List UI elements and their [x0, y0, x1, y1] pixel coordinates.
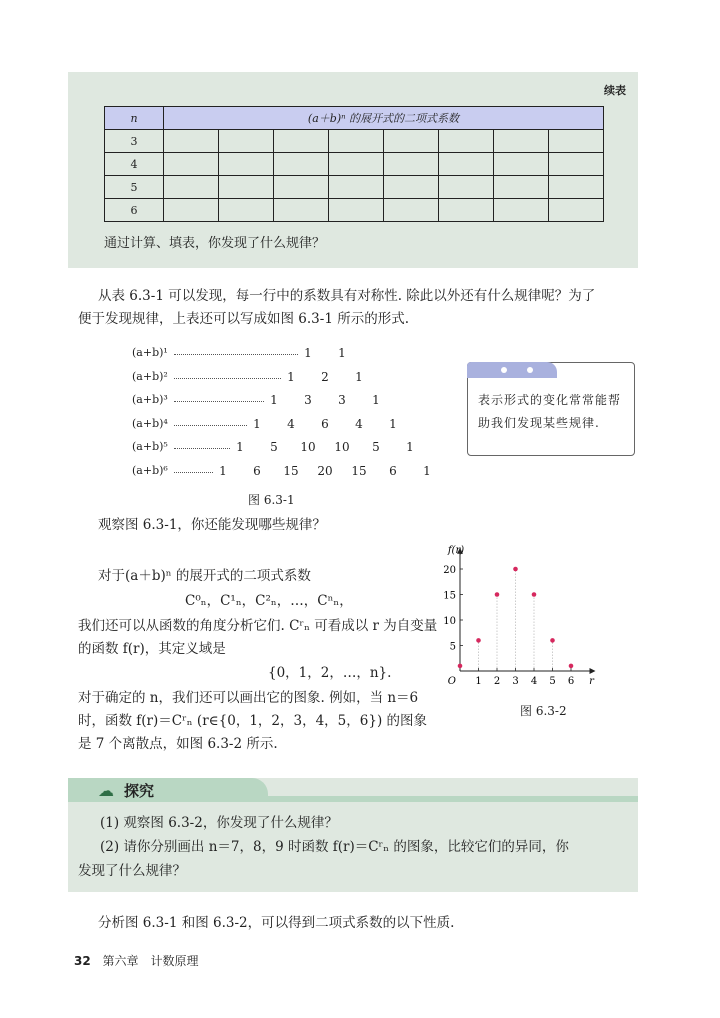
pascal-value: 15: [351, 463, 367, 478]
page-number: 32: [74, 954, 91, 968]
pascal-value: 1: [338, 346, 346, 360]
pascal-value: 3: [338, 393, 346, 407]
continued-table-box: [68, 72, 638, 268]
pascal-leader-dots: [174, 472, 213, 473]
pascal-value: 20: [317, 463, 333, 478]
y-tick-label: 10: [443, 616, 456, 627]
pascal-value: 2: [321, 369, 329, 384]
pascal-value: 10: [334, 440, 350, 454]
pascal-value: 4: [287, 416, 295, 431]
header-n: n: [105, 107, 164, 130]
table-row: [105, 153, 604, 176]
x-axis-label: r: [589, 676, 594, 687]
pascal-value: 5: [372, 440, 380, 454]
paragraph-2-d: {0，1，2，…，n}.: [268, 665, 392, 681]
pascal-value: 6: [389, 463, 397, 478]
explore-question-1: (1) 观察图 6.3-2，你发现了什么规律？: [100, 815, 338, 831]
x-tick-label: 5: [549, 676, 556, 687]
paragraph-1-line-2: 便于发现规律，上表还可以写成如图 6.3-1 所示的形式.: [78, 311, 409, 327]
pascal-value: 1: [287, 369, 295, 384]
x-axis-arrow-icon: [590, 668, 596, 674]
table-row: [105, 176, 604, 199]
explore-box: [68, 778, 638, 892]
pascal-value: 1: [253, 416, 261, 431]
pascal-value: 1: [355, 369, 363, 384]
data-point: [458, 664, 463, 669]
x-tick-label: 2: [493, 676, 501, 687]
note-tab: [467, 362, 557, 378]
data-point: [476, 638, 481, 643]
x-tick-label: 4: [530, 676, 538, 687]
y-axis-label: f(r): [447, 545, 465, 556]
table-question: 通过计算、填表，你发现了什么规律？: [104, 236, 326, 251]
row-n: 3: [105, 130, 164, 153]
pascal-value: 1: [406, 440, 414, 454]
data-point: [495, 592, 500, 597]
pascal-row-label: (a+b)²: [132, 369, 168, 383]
page-footer: [74, 952, 199, 969]
header-coefficients: (a＋b)ⁿ 的展开式的二项式系数: [164, 107, 604, 130]
analysis-paragraph: 分析图 6.3-1 和图 6.3-2，可以得到二项式系数的以下性质.: [98, 915, 455, 931]
pascal-value: 10: [300, 440, 316, 454]
pascal-row-label: (a+b)⁶: [132, 463, 168, 477]
y-tick-label: 15: [443, 590, 456, 602]
row-n: 4: [105, 153, 164, 176]
y-tick-label: 20: [443, 565, 456, 576]
pascal-value: 6: [321, 416, 329, 431]
x-tick-label: 3: [512, 676, 519, 687]
data-point: [569, 664, 574, 669]
figure-2-caption: 图 6.3-2: [520, 704, 567, 718]
pascal-value: 1: [270, 393, 278, 407]
pascal-row-label: (a+b)⁴: [132, 416, 168, 430]
pascal-value: 1: [236, 440, 244, 454]
row-n: 5: [105, 176, 164, 199]
pascal-leader-dots: [174, 378, 281, 379]
pascal-value: 4: [355, 416, 363, 431]
note-text: 表示形式的变化常常能帮助我们发现某些规律.: [478, 393, 622, 430]
side-note: [467, 362, 635, 456]
y-tick-label: 5: [449, 641, 456, 653]
pascal-value: 3: [304, 393, 312, 407]
pascal-value: 1: [219, 463, 227, 478]
explore-title: 探究: [124, 782, 155, 800]
origin-label: O: [447, 676, 456, 687]
scatter-chart: [443, 540, 635, 690]
data-point: [550, 638, 555, 643]
pascal-value: 5: [270, 440, 278, 454]
paragraph-2-a: 对于(a＋b)ⁿ 的展开式的二项式系数: [98, 568, 311, 584]
x-tick-label: 6: [567, 676, 575, 687]
data-point: [532, 592, 537, 597]
continued-label: 续表: [604, 84, 626, 97]
pascal-value: 1: [423, 463, 431, 478]
pascal-row-label: (a+b)⁵: [132, 440, 168, 453]
chapter-title: 第六章 计数原理: [102, 954, 199, 968]
pascal-leader-dots: [174, 425, 247, 426]
explore-header-line: [258, 796, 638, 802]
observe-question: 观察图 6.3-1，你还能发现哪些规律？: [98, 517, 326, 533]
paragraph-2-b: C⁰ₙ，C¹ₙ，C²ₙ，…，Cⁿₙ，: [185, 593, 353, 609]
explore-question-2-cont: 发现了什么规律？: [78, 863, 186, 879]
paragraph-2-e: 对于确定的 n，我们还可以画出它的图象. 例如，当 n＝6 时，函数 f(r)＝Cʳₙ (r∈{0，1，2，3，4，5，6}) 的图象是 7 个离散点，如图 6.3-2 所示.: [78, 690, 427, 752]
note-dot-icon: [501, 367, 507, 373]
x-tick-label: 1: [475, 676, 482, 687]
pascal-leader-dots: [174, 401, 264, 402]
pascal-leader-dots: [174, 448, 230, 449]
paragraph-1-line-1: 从表 6.3-1 可以发现，每一行中的系数具有对称性. 除此以外还有什么规律呢？为了: [98, 288, 596, 304]
pascal-value: 15: [283, 463, 299, 478]
pascal-row-label: (a+b)³: [132, 393, 168, 406]
pascal-value: 1: [372, 393, 380, 407]
table-row: [105, 130, 604, 153]
pascal-value: 1: [304, 346, 312, 360]
coefficient-table: [104, 106, 604, 222]
explore-header: [68, 778, 268, 802]
note-dot-icon: [527, 367, 533, 373]
explore-question-2: (2) 请你分别画出 n＝7，8，9 时函数 f(r)＝Cʳₙ 的图象，比较它们的异同，你: [100, 839, 569, 855]
pascal-row-label: (a+b)¹: [132, 346, 168, 359]
table-row: [105, 199, 604, 222]
figure-1-caption: 图 6.3-1: [248, 493, 295, 507]
paragraph-2-c: 我们还可以从函数的角度分析它们. Cʳₙ 可看成以 r 为自变量的函数 f(r)，其定义域是: [78, 618, 438, 657]
pascal-value: 1: [389, 416, 397, 431]
data-point: [513, 567, 518, 572]
pascal-leader-dots: [174, 354, 298, 355]
row-n: 6: [105, 199, 164, 222]
explore-icon: ☁: [98, 781, 114, 800]
pascal-value: 6: [253, 463, 261, 478]
